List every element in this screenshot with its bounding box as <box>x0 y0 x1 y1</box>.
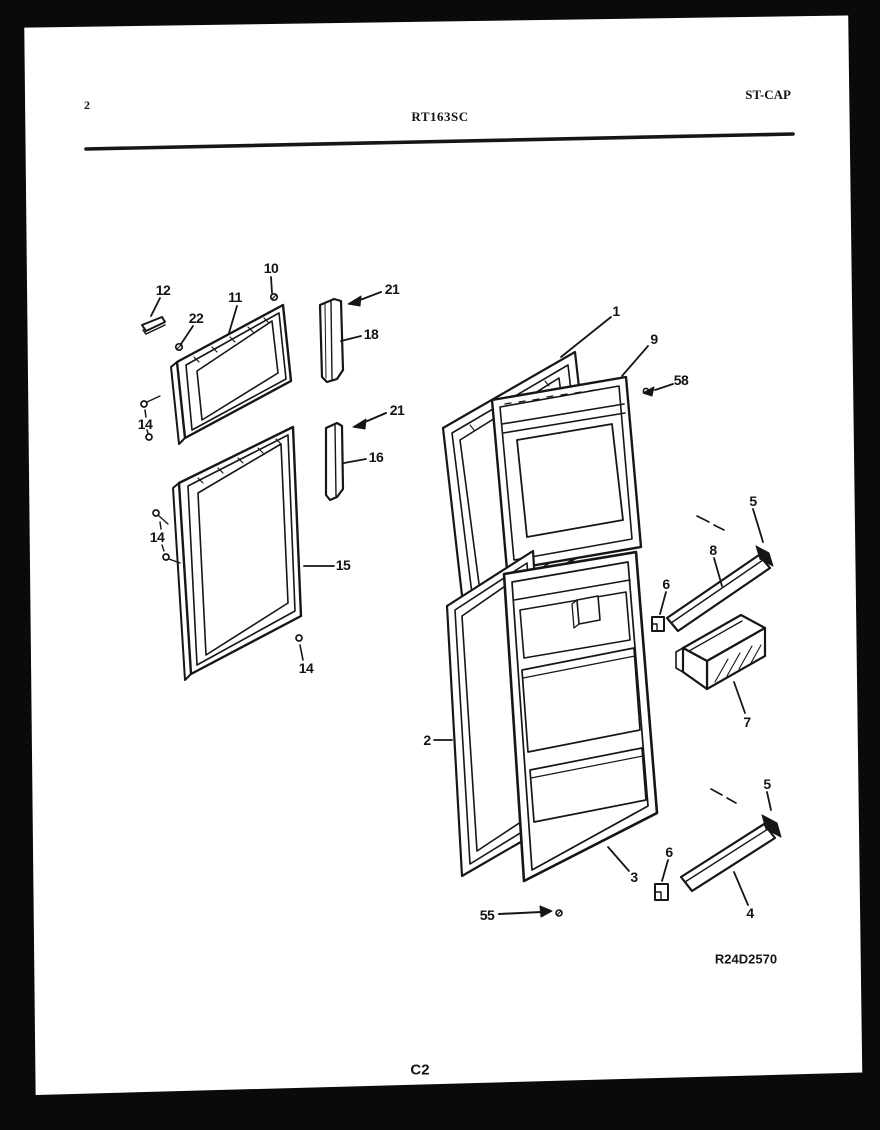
door-trim-strip-16 <box>326 423 366 500</box>
callout-14-c: 14 <box>298 660 314 676</box>
callout-12: 12 <box>155 282 171 298</box>
callout-6-upper: 6 <box>662 576 670 592</box>
clip-6-upper <box>652 592 666 631</box>
screws-55-pointer <box>499 906 562 917</box>
door-trim-strip-18 <box>320 299 361 382</box>
callout-5-upper: 5 <box>749 493 757 509</box>
callout-5-lower: 5 <box>763 776 771 792</box>
door-shelf-7 <box>676 615 765 713</box>
callout-7: 7 <box>743 714 751 730</box>
callout-21-lower: 21 <box>389 402 405 418</box>
drawing-number: R24D2570 <box>714 951 778 967</box>
clip-6-lower <box>655 860 668 900</box>
section-label: ST-CAP <box>745 87 791 102</box>
callout-22: 22 <box>188 310 204 326</box>
callout-8: 8 <box>709 542 717 558</box>
fresh-food-inner-door-3 <box>504 552 657 881</box>
callout-2: 2 <box>423 732 431 748</box>
fresh-food-door-panel-15 <box>173 427 334 680</box>
callout-6-lower: 6 <box>665 844 673 860</box>
trim-piece-12 <box>142 298 165 334</box>
handle-trim-bar-8 <box>667 516 770 631</box>
callout-16: 16 <box>368 449 384 465</box>
callout-15: 15 <box>335 557 351 573</box>
header-rule <box>86 134 793 149</box>
callout-55: 55 <box>479 907 495 923</box>
arrow-21-lower <box>353 413 386 429</box>
callout-11: 11 <box>228 289 242 305</box>
page-code: C2 <box>410 1061 430 1079</box>
arrow-21-upper <box>348 292 381 306</box>
callout-9: 9 <box>650 331 658 347</box>
handle-trim-bar-4 <box>681 789 775 905</box>
callout-14-b: 14 <box>149 529 165 545</box>
callout-14-a: 14 <box>137 416 153 432</box>
callout-18: 18 <box>363 326 379 342</box>
callout-3: 3 <box>630 869 638 885</box>
page-number: 2 <box>84 98 90 112</box>
callout-58: 58 <box>673 372 689 388</box>
callout-4: 4 <box>746 905 754 921</box>
callout-21-upper: 21 <box>384 281 400 297</box>
model-number: RT163SC <box>411 109 469 124</box>
callout-1: 1 <box>612 303 620 319</box>
callout-10: 10 <box>263 260 279 276</box>
